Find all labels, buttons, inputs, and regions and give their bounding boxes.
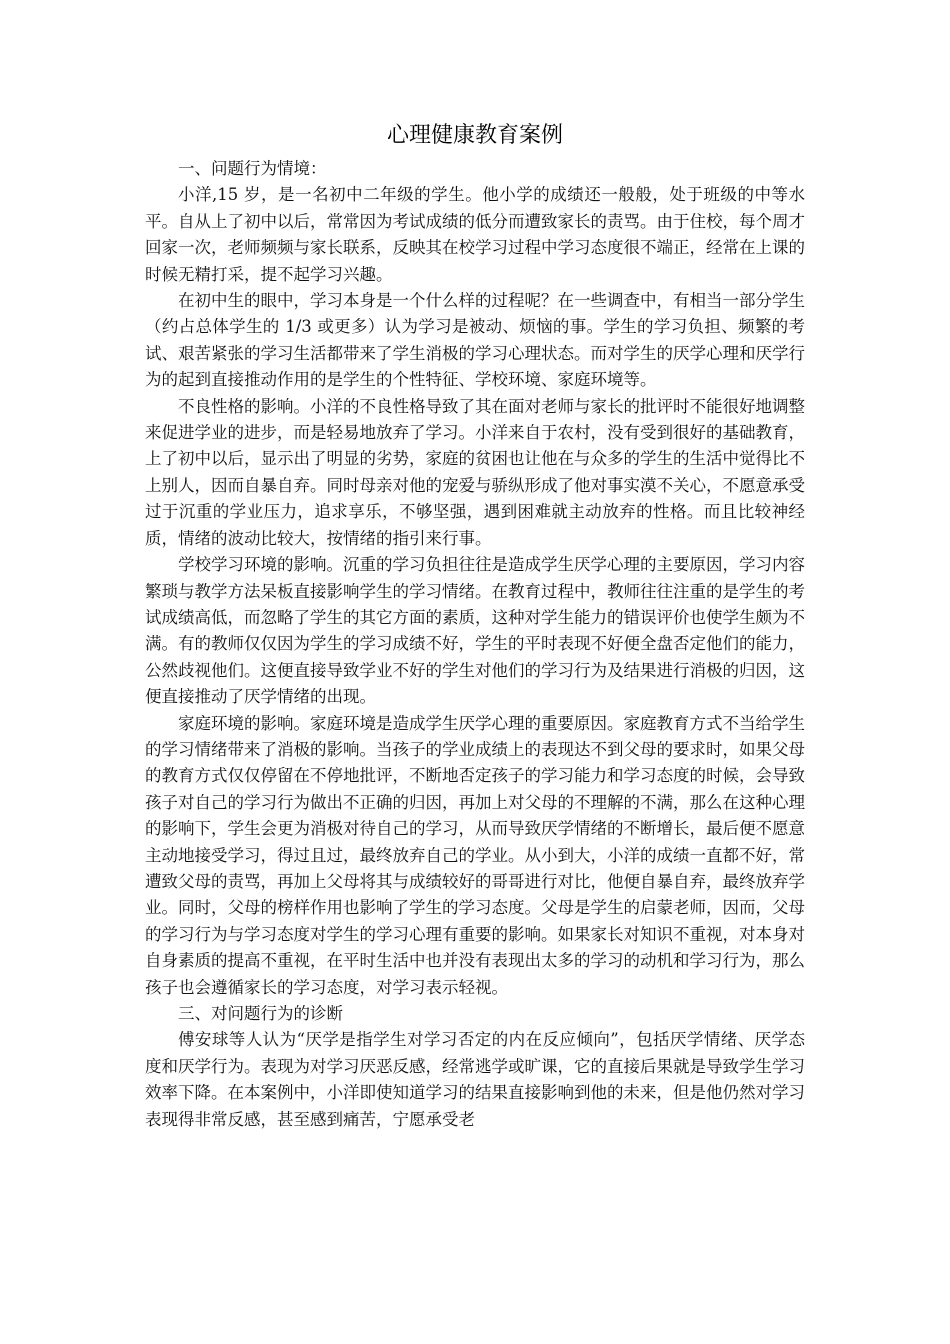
document-page: [145, 118, 805, 1133]
paragraph-diagnosis: 傅安球等人认为“厌学是指学生对学习否定的内在反应倾向”，包括厌学情绪、厌学态度和厌学行为。表现为对学习厌恶反感，经常逃学或旷课，它的直接后果就是导致学生学习效率下降。在本案例中，小洋即使知道学习的结果直接影响到他的未来，但是他仍然对学习表现得非常反感，甚至感到痛苦，宁愿承受老: [145, 1030, 805, 1129]
paragraph-background: 小洋,15 岁，是一名初中二年级的学生。他小学的成绩还一般般，处于班级的中等水平。自从上了初中以后，常常因为考试成绩的低分而遭致家长的责骂。由于住校，每个周才回家一次，老师频频与家长联系，反映其在校学习过程中学习态度很不端正，经常在上课的时候无精打采，提不起学习兴趣。: [145, 185, 805, 284]
section-heading-1: 一、问题行为情境：: [178, 159, 327, 178]
section-heading-3: 三、对问题行为的诊断: [178, 1004, 343, 1023]
paragraph-personality: 不良性格的影响。小洋的不良性格导致了其在面对老师与家长的批评时不能很好地调整来促进学业的进步，而是轻易地放弃了学习。小洋来自于农村，没有受到很好的基础教育，上了初中以后，显示出了明显的劣势，家庭的贫困也让他在与众多的学生的生活中觉得比不上别人，因而自暴自弃。同时母亲对他的宠爱与骄纵形成了他对事实漠不关心，不愿意承受过于沉重的学业压力，追求享乐，不够坚强，遇到困难就主动放弃的性格。而且比较神经质，情绪的波动比较大，按情绪的指引来行事。: [145, 396, 805, 548]
document-title: 心理健康教育案例: [386, 123, 563, 148]
document-body: [145, 156, 805, 1133]
paragraph-school-environment: 学校学习环境的影响。沉重的学习负担往往是造成学生厌学心理的主要原因，学习内容繁琐与教学方法呆板直接影响学生的学习情绪。在教育过程中，教师往往注重的是学生的考试成绩高低，而忽略了学生的其它方面的素质，这种对学生能力的错误评价也使学生颇为不满。有的教师仅仅因为学生的学习成绩不好，学生的平时表现不好便全盘否定他们的能力，公然歧视他们。这便直接导致学业不好的学生对他们的学习行为及结果进行消极的归因，这便直接推动了厌学情绪的出现。: [145, 555, 805, 707]
paragraph-learning-view: 在初中生的眼中，学习本身是一个什么样的过程呢？在一些调查中，有相当一部分学生（约占总体学生的 1/3 或更多）认为学习是被动、烦恼的事。学生的学习负担、频繁的考试、艰苦紧张的学习生活都带来了学生消极的学习心理状态。而对学生的厌学心理和厌学行为的起到直接推动作用的是学生的个性特征、学校环境、家庭环境等。: [145, 291, 805, 390]
paragraph-family-environment: 家庭环境的影响。家庭环境是造成学生厌学心理的重要原因。家庭教育方式不当给学生的学习情绪带来了消极的影响。当孩子的学业成绩上的表现达不到父母的要求时，如果父母的教育方式仅仅停留在不停地批评，不断地否定孩子的学习能力和学习态度的时候，会导致孩子对自己的学习行为做出不正确的归因，再加上对父母的不理解的不满，那么在这种心理的影响下，学生会更为消极对待自己的学习，从而导致厌学情绪的不断增长，最后便不愿意主动地接受学习，得过且过，最终放弃自己的学业。从小到大，小洋的成绩一直都不好，常遭致父母的责骂，再加上父母将其与成绩较好的哥哥进行对比，他便自暴自弃，最终放弃学业。同时，父母的榜样作用也影响了学生的学习态度。父母是学生的启蒙老师，因而，父母的学习行为与学习态度对学生的学习心理有重要的影响。如果家长对知识不重视，对本身对自身素质的提高不重视，在平时生活中也并没有表现出太多的学习的动机和学习行为，那么孩子也会遵循家长的学习态度，对学习表示轻视。: [145, 713, 805, 997]
